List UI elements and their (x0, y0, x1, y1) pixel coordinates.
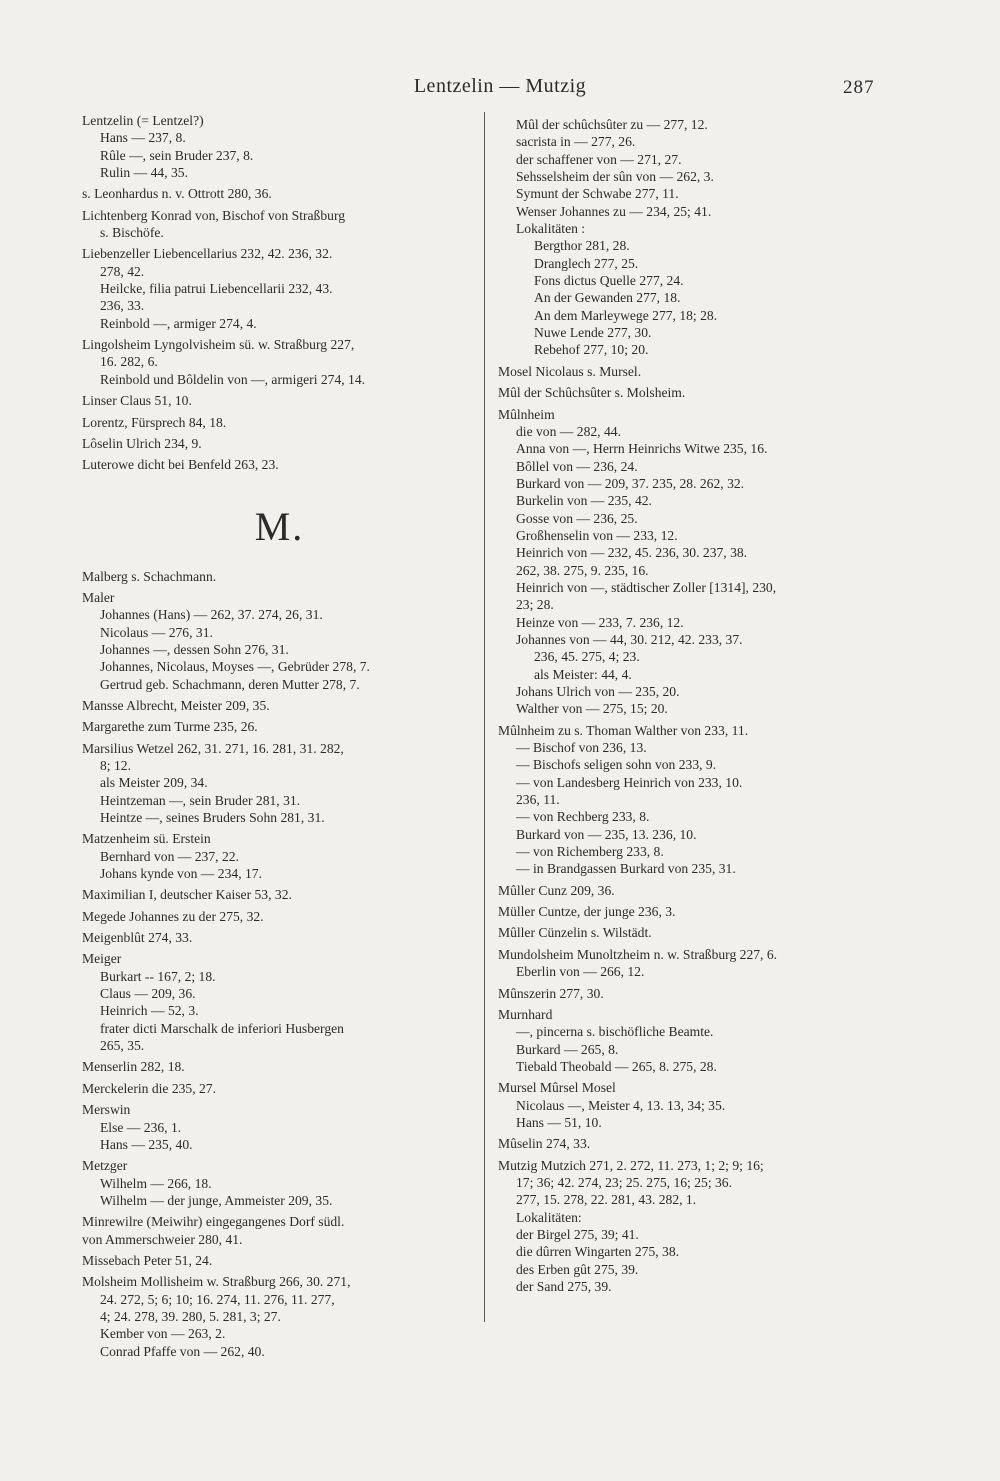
index-subentry: Burkelin von — 235, 42. (516, 493, 652, 509)
index-subentry: 23; 28. (516, 597, 554, 613)
index-entry: Luterowe dicht bei Benfeld 263, 23. (82, 457, 279, 473)
index-entry: Margarethe zum Turme 235, 26. (82, 719, 258, 735)
index-subentry: Symunt der Schwabe 277, 11. (516, 186, 679, 202)
index-subentry: Heinrich von — 232, 45. 236, 30. 237, 38. (516, 545, 748, 561)
index-subentry: Kember von — 263, 2. (100, 1326, 226, 1342)
index-entry: Megede Johannes zu der 275, 32. (82, 908, 264, 924)
index-subentry: Lokalitäten: (516, 1209, 582, 1225)
column-divider (484, 112, 485, 1322)
right-column (498, 116, 883, 1295)
index-subentry: Lokalitäten : (516, 221, 586, 237)
index-subentry: Reinbold und Bôldelin von —, armigeri 274, 14. (100, 371, 366, 387)
index-subentry: Johannes von — 44, 30. 212, 42. 233, 37. (516, 631, 743, 647)
index-subentry: Burkart -- 167, 2; 18. (100, 968, 216, 984)
index-subentry: sacrista in — 277, 26. (516, 134, 636, 150)
index-subentry: — von Landesberg Heinrich von 233, 10. (516, 774, 743, 790)
index-entry: Maximilian I, deutscher Kaiser 53, 32. (82, 887, 292, 903)
index-subentry: Rebehof 277, 10; 20. (534, 342, 649, 358)
index-subentry: Bernhard von — 237, 22. (100, 848, 239, 864)
index-entry: Matzenheim sü. Erstein (82, 831, 211, 847)
index-entry: Merswin (82, 1102, 131, 1118)
index-entry: Murnhard (498, 1006, 553, 1022)
index-subentry: Fons dictus Quelle 277, 24. (534, 273, 684, 289)
index-subentry: Gosse von — 236, 25. (516, 510, 638, 526)
index-entry: Maler (82, 589, 115, 605)
index-subentry: Rûle —, sein Bruder 237, 8. (100, 147, 254, 163)
index-subentry: Dranglech 277, 25. (534, 255, 639, 271)
index-subentry: Johannes —, dessen Sohn 276, 31. (100, 641, 289, 657)
index-entry: Mûller Cunz 209, 36. (498, 882, 615, 898)
index-entry: Missebach Peter 51, 24. (82, 1252, 213, 1268)
index-entry: Lôselin Ulrich 234, 9. (82, 435, 202, 451)
index-subentry: Nuwe Lende 277, 30. (534, 325, 652, 341)
section-letter-m: M. (254, 503, 305, 549)
index-subentry: Reinbold —, armiger 274, 4. (100, 315, 257, 331)
index-subentry: Tiebald Theobald — 265, 8. 275, 28. (516, 1058, 717, 1074)
index-subentry: s. Bischöfe. (100, 225, 164, 241)
index-entry: Menserlin 282, 18. (82, 1059, 185, 1075)
index-entry: Linser Claus 51, 10. (82, 393, 192, 409)
index-subentry: der Sand 275, 39. (516, 1279, 612, 1294)
index-entry: Mursel Mûrsel Mosel (498, 1080, 616, 1096)
index-subentry: Wilhelm — 266, 18. (100, 1175, 212, 1191)
index-subentry: Claus — 209, 36. (100, 986, 196, 1002)
index-entry: Mutzig Mutzich 271, 2. 272, 11. 273, 1; 2; 9; 16; (498, 1157, 764, 1173)
right-entries (498, 116, 883, 1295)
index-entry: Müller Cuntze, der junge 236, 3. (498, 904, 676, 920)
index-entry: Mansse Albrecht, Meister 209, 35. (82, 697, 270, 713)
index-subentry: Heinrich von —, städtischer Zoller [1314], 230, (516, 579, 777, 595)
index-entry: Mûlnheim (498, 406, 555, 422)
index-subentry: frater dicti Marschalk de inferiori Husbergen (100, 1020, 344, 1036)
index-entry: Lichtenberg Konrad von, Bischof von Straßburg (82, 207, 346, 223)
index-entry: Lorentz, Fürsprech 84, 18. (82, 414, 227, 430)
index-subentry: 262, 38. 275, 9. 235, 16. (516, 562, 649, 578)
index-subentry: — Bischof von 236, 13. (516, 740, 647, 756)
index-entry: Molsheim Mollisheim w. Straßburg 266, 30. 271, (82, 1274, 351, 1290)
index-subentry: Burkard von — 209, 37. 235, 28. 262, 32. (516, 475, 745, 491)
index-subentry: 4; 24. 278, 39. 280, 5. 281, 3; 27. (100, 1308, 281, 1324)
index-entry: Malberg s. Schachmann. (82, 568, 217, 584)
running-title: Lentzelin — Mutzig (413, 75, 587, 97)
index-subentry: Wenser Johannes zu — 234, 25; 41. (516, 203, 712, 219)
index-subentry: 265, 35. (100, 1038, 145, 1054)
index-subentry: Mûl der schûchsûter zu — 277, 12. (516, 117, 708, 132)
index-subentry: Heinrich — 52, 3. (100, 1003, 199, 1019)
index-entry: Meigenblût 274, 33. (82, 930, 193, 946)
index-subentry: Gertrud geb. Schachmann, deren Mutter 278, 7. (100, 676, 360, 692)
index-subentry: —, pincerna s. bischöfliche Beamte. (516, 1024, 714, 1040)
index-entry: Metzger (82, 1158, 128, 1174)
index-subentry: 236, 11. (516, 792, 560, 808)
index-subentry: Rulin — 44, 35. (100, 165, 188, 181)
index-subentry: der Birgel 275, 39; 41. (516, 1226, 639, 1242)
index-subentry: — in Brandgassen Burkard von 235, 31. (516, 861, 736, 877)
index-subentry: Burkard von — 235, 13. 236, 10. (516, 826, 697, 842)
index-subentry: Wilhelm — der junge, Ammeister 209, 35. (100, 1192, 333, 1208)
index-subentry: Hans — 235, 40. (100, 1136, 193, 1152)
index-subentry: 277, 15. 278, 22. 281, 43. 282, 1. (516, 1192, 697, 1208)
left-entries-l (82, 112, 477, 474)
page-number: 287 (843, 77, 875, 98)
index-entry: Mûselin 274, 33. (498, 1136, 591, 1152)
index-subentry: 16. 282, 6. (100, 354, 158, 370)
index-subentry: 8; 12. (100, 757, 131, 773)
index-subentry: der schaffener von — 271, 27. (516, 151, 682, 167)
index-subentry: 236, 33. (100, 298, 145, 314)
index-subentry: — von Rechberg 233, 8. (516, 809, 650, 825)
left-column (82, 112, 477, 1360)
index-subentry: An dem Marleywege 277, 18; 28. (534, 307, 718, 323)
index-subentry: des Erben gût 275, 39. (516, 1261, 639, 1277)
index-subentry: Johannes (Hans) — 262, 37. 274, 26, 31. (100, 607, 323, 623)
index-subentry: Conrad Pfaffe von — 262, 40. (100, 1343, 265, 1359)
index-entry: Merckelerin die 235, 27. (82, 1080, 217, 1096)
index-subentry: Heintzeman —, sein Bruder 281, 31. (100, 792, 301, 808)
index-subentry: — Bischofs seligen sohn von 233, 9. (516, 757, 717, 773)
index-subentry: Heilcke, filia patrui Liebencellarii 232, 43. (100, 281, 333, 297)
index-entry: Mûl der Schûchsûter s. Molsheim. (498, 385, 686, 401)
index-subentry: Johans Ulrich von — 235, 20. (516, 684, 680, 699)
index-subentry: 236, 45. 275, 4; 23. (534, 649, 640, 665)
index-subentry: Anna von —, Herrn Heinrichs Witwe 235, 16. (516, 441, 768, 457)
index-entry: Lingolsheim Lyngolvisheim sü. w. Straßburg 227, (82, 337, 355, 353)
index-entry: Marsilius Wetzel 262, 31. 271, 16. 281, 31. 282, (82, 740, 344, 756)
index-subentry: Hans — 237, 8. (100, 130, 186, 146)
index-subentry: — von Richemberg 233, 8. (516, 844, 664, 860)
index-subentry: die von — 282, 44. (516, 423, 621, 439)
index-subentry: Bôllel von — 236, 24. (516, 458, 638, 474)
index-subentry: An der Gewanden 277, 18. (534, 290, 681, 306)
index-entry: Mundolsheim Munoltzheim n. w. Straßburg 227, 6. (498, 946, 778, 962)
index-subentry: Sehsselsheim der sûn von — 262, 3. (516, 169, 714, 185)
index-entry: Mosel Nicolaus s. Mursel. (498, 363, 642, 379)
index-subentry: Johannes, Nicolaus, Moyses —, Gebrüder 278, 7. (100, 659, 370, 675)
index-entry: Minrewilre (Meiwihr) eingegangenes Dorf südl. (82, 1214, 345, 1230)
index-entry: s. Leonhardus n. v. Ottrott 280, 36. (82, 186, 272, 202)
index-subentry: Bergthor 281, 28. (534, 238, 630, 254)
index-subentry: Heinze von — 233, 7. 236, 12. (516, 614, 684, 630)
index-entry: von Ammerschweier 280, 41. (82, 1231, 243, 1247)
index-entry: Liebenzeller Liebencellarius 232, 42. 236, 32. (82, 246, 333, 262)
index-subentry: Nicolaus — 276, 31. (100, 624, 213, 640)
index-subentry: Else — 236, 1. (100, 1119, 182, 1135)
index-entry: Mûlnheim zu s. Thoman Walther von 233, 11. (498, 722, 749, 738)
index-subentry: Großhenselin von — 233, 12. (516, 527, 678, 543)
index-subentry: 24. 272, 5; 6; 10; 16. 274, 11. 276, 11. 277, (100, 1291, 335, 1307)
index-entry: Mûnszerin 277, 30. (498, 985, 604, 1001)
index-entry: Meiger (82, 951, 122, 967)
index-subentry: Eberlin von — 266, 12. (516, 964, 645, 980)
index-subentry: Burkard — 265, 8. (516, 1041, 619, 1057)
index-entry: Lentzelin (= Lentzel?) (82, 113, 204, 128)
index-subentry: 17; 36; 42. 274, 23; 25. 275, 16; 25; 36. (516, 1174, 732, 1190)
left-entries-m (82, 568, 477, 1360)
index-subentry: als Meister: 44, 4. (534, 666, 632, 682)
index-subentry: Hans — 51, 10. (516, 1114, 602, 1130)
index-subentry: die dûrren Wingarten 275, 38. (516, 1244, 680, 1260)
index-subentry: Johans kynde von — 234, 17. (100, 866, 262, 882)
index-subentry: Walther von — 275, 15; 20. (516, 701, 668, 717)
index-subentry: Nicolaus —, Meister 4, 13. 13, 34; 35. (516, 1097, 726, 1113)
index-subentry: Heintze —, seines Bruders Sohn 281, 31. (100, 810, 325, 825)
index-subentry: als Meister 209, 34. (100, 775, 208, 791)
index-subentry: 278, 42. (100, 263, 145, 279)
index-entry: Mûller Cünzelin s. Wilstädt. (498, 925, 652, 941)
